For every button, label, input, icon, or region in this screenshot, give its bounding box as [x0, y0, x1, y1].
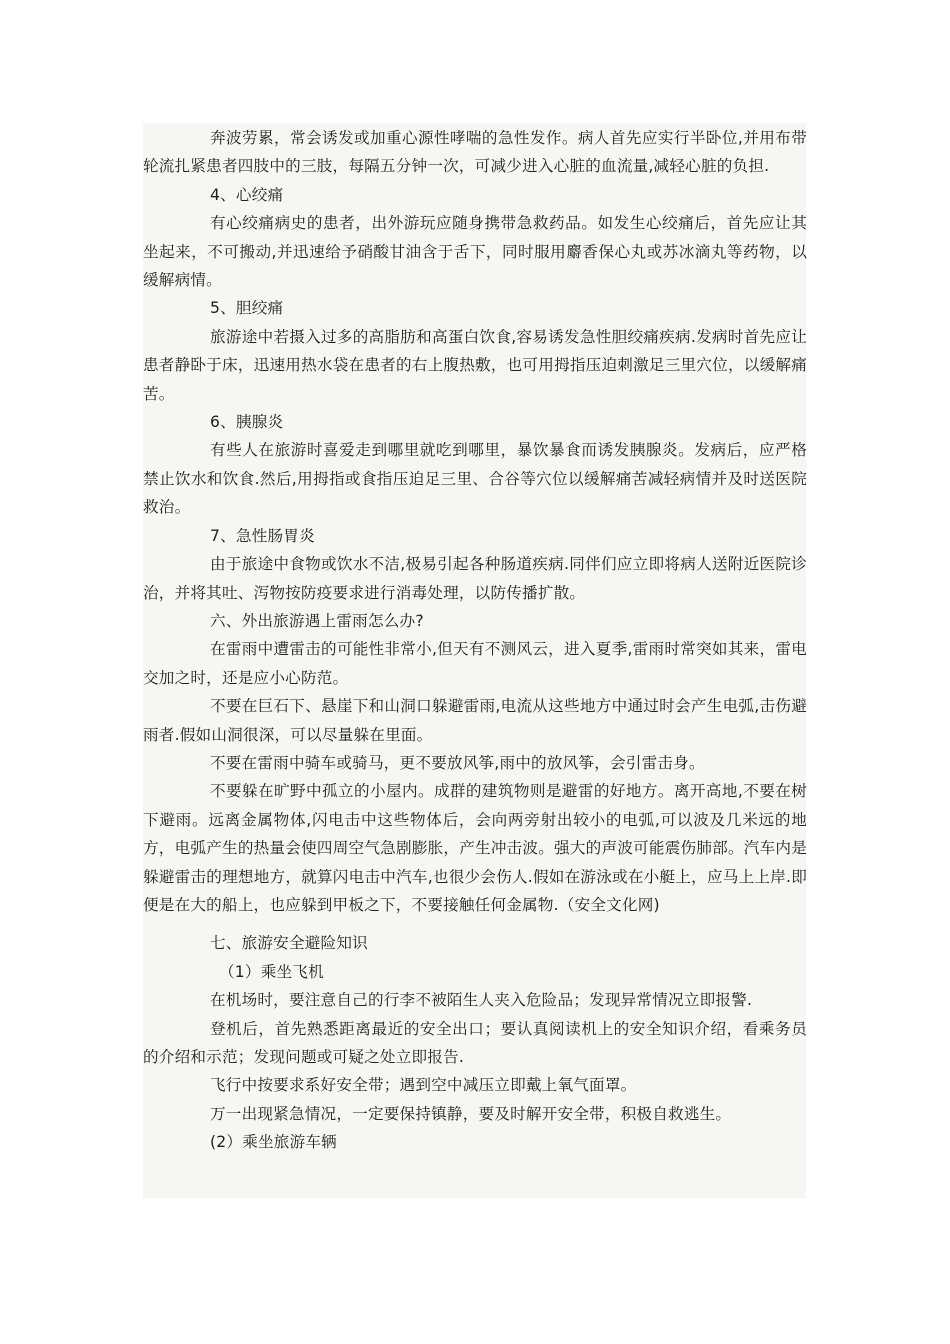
paragraph: 在雷雨中遭雷击的可能性非常小,但天有不测风云，进入夏季,雷雨时常突如其来，雷电交加之时，还是应小心防范。: [143, 640, 807, 687]
paragraph: 飞行中按要求系好安全带；遇到空中减压立即戴上氧气面罩。: [210, 1076, 637, 1095]
chapter-heading: 六、外出旅游遇上雷雨怎么办?: [210, 611, 424, 630]
paragraph: 不要躲在旷野中孤立的小屋内。成群的建筑物则是避雷的好地方。离开高地,不要在树下避雨。远离金属物体,闪电击中这些物体后，会向两旁射出较小的电弧,可以波及几米远的地方，电弧产生的热量会使四周空气急剧膨胀，产生冲击波。强大的声波可能震伤肺部。汽车内是躲避雷击的理想地方，就算闪电击中汽车,也很少会伤人.假如在游泳或在小艇上，应马上上岸.即便是在大的船上，也应躲到甲板之下，不要接触任何金属物.（安全文化网): [143, 782, 807, 914]
section-heading: 4、心绞痛: [210, 185, 284, 204]
section-heading: 5、胆绞痛: [210, 299, 284, 318]
paragraph: 有心绞痛病史的患者，出外游玩应随身携带急救药品。如发生心绞痛后，首先应让其坐起来，不可搬动,并迅速给予硝酸甘油含于舌下，同时服用麝香保心丸或苏冰滴丸等药物，以缓解病情。: [143, 214, 807, 290]
paragraph: 登机后，首先熟悉距离最近的安全出口；要认真阅读机上的安全知识介绍，看乘务员的介绍和示范；发现问题或可疑之处立即报告.: [143, 1019, 807, 1066]
section-heading: 7、急性肠胃炎: [210, 526, 315, 545]
subsection-heading: (2）乘坐旅游车辆: [210, 1133, 337, 1152]
subsection-heading: （1）乘坐飞机: [219, 962, 324, 981]
section-heading: 6、胰腺炎: [210, 413, 284, 432]
paragraph: 不要在雷雨中骑车或骑马，更不要放风筝,雨中的放风筝，会引雷击身。: [210, 753, 705, 772]
paragraph: 万一出现紧急情况，一定要保持镇静，要及时解开安全带，积极自救逃生。: [210, 1104, 732, 1123]
paragraph: 旅游途中若摄入过多的高脂肪和高蛋白饮食,容易诱发急性胆绞痛疾病.发病时首先应让患者静卧于床，迅速用热水袋在患者的右上腹热敷，也可用拇指压迫刺激足三里穴位，以缓解痛苦。: [143, 327, 807, 403]
paragraph: 不要在巨石下、悬崖下和山洞口躲避雷雨,电流从这些地方中通过时会产生电弧,击伤避雨者.假如山洞很深，可以尽量躲在里面。: [143, 697, 807, 744]
document-body: [143, 124, 807, 1157]
paragraph: 有些人在旅游时喜爱走到哪里就吃到哪里，暴饮暴食而诱发胰腺炎。发病后，应严格禁止饮水和饮食.然后,用拇指或食指压迫足三里、合谷等穴位以缓解痛苦减轻病情并及时送医院救治。: [143, 441, 807, 517]
paragraph: 在机场时，要注意自己的行李不被陌生人夹入危险品；发现异常情况立即报警.: [210, 991, 753, 1010]
paragraph: 奔波劳累，常会诱发或加重心源性哮喘的急性发作。病人首先应实行半卧位,并用布带轮流扎紧患者四肢中的三肢，每隔五分钟一次，可减少进入心脏的血流量,减轻心脏的负担.: [143, 129, 807, 176]
paragraph: 由于旅途中食物或饮水不洁,极易引起各种肠道疾病.同伴们应立即将病人送附近医院诊治，并将其吐、泻物按防疫要求进行消毒处理，以防传播扩散。: [143, 555, 807, 602]
chapter-heading: 七、旅游安全避险知识: [210, 934, 368, 953]
